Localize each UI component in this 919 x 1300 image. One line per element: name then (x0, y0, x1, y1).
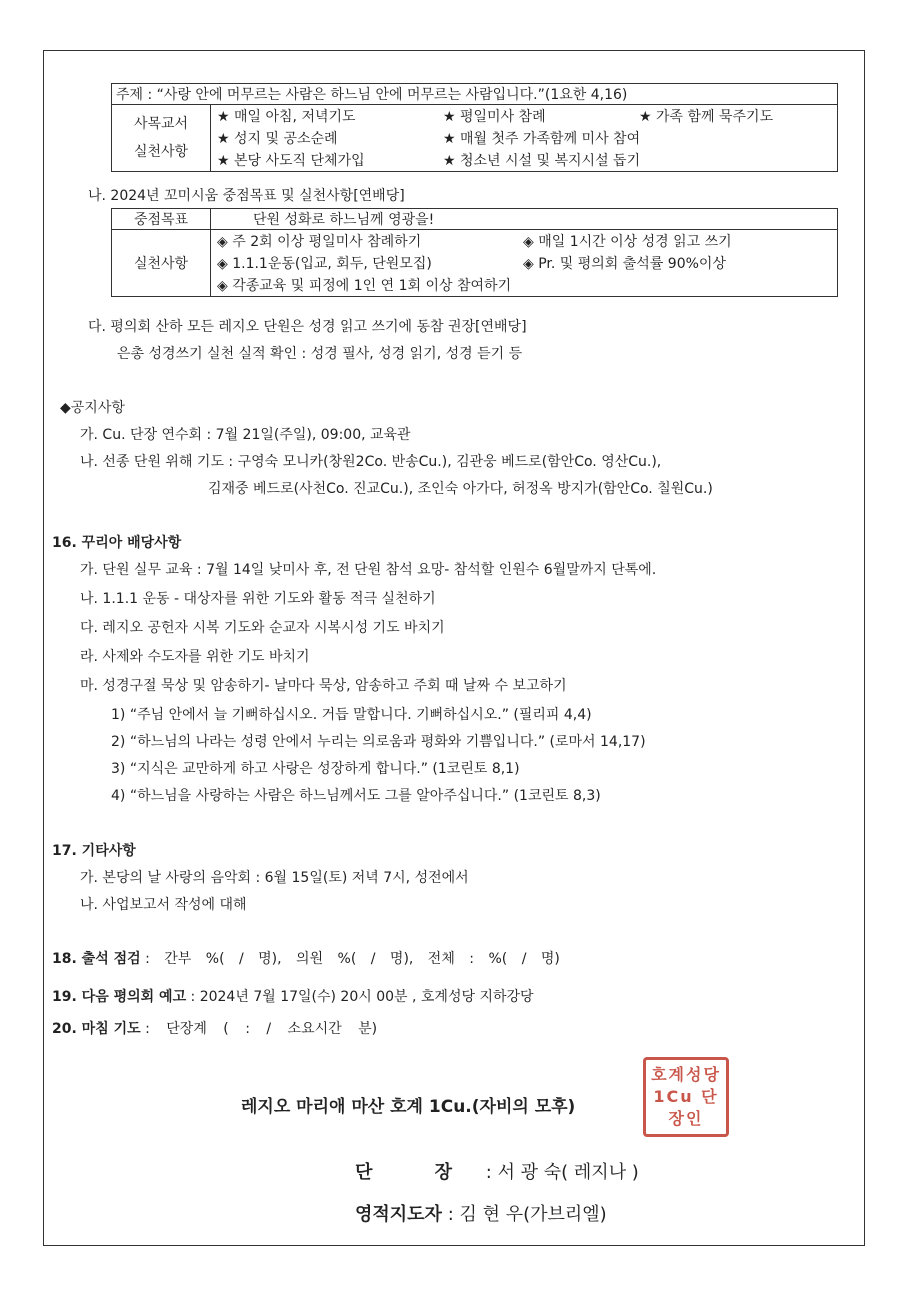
section-da-line1: 다. 평의회 산하 모든 레지오 단원은 성경 읽고 쓰기에 동참 권장[연배당] (88, 319, 527, 335)
practice-label: 실천사항 (112, 230, 211, 297)
theme-title: 주제 : “사랑 안에 머무르는 사람은 하느님 안에 머무르는 사람입니다.”(1요한 4,16) (112, 84, 838, 105)
s17-heading: 17. 기타사항 (52, 843, 136, 859)
s16-verse: 4) “하느님을 사랑하는 사람은 하느님께서도 그를 알아주십니다.” (1코린토 8,3) (111, 788, 601, 804)
footer-org: 레지오 마리애 마산 호계 1Cu.(자비의 모후) (241, 1097, 576, 1117)
section-da-line2: 은총 성경쓰기 실천 실적 확인 : 성경 필사, 성경 읽기, 성경 듣기 등 (117, 346, 523, 362)
notice-ga: 가. Cu. 단장 연수회 : 7월 21일(주일), 09:00, 교육관 (80, 427, 411, 443)
s18-attendance: 18. 출석 점검 : 간부 %( / 명), 의원 %( / 명), 전체 : %( / 명) (52, 951, 560, 967)
goal-table (111, 208, 838, 297)
theme-table (111, 83, 838, 172)
s16-item: 가. 단원 실무 교육 : 7월 14일 낮미사 후, 전 단원 참석 요망- 참석할 인원수 6월말까지 단톡에. (80, 562, 657, 578)
footer-leader: 단 장 : 서 광 숙( 레지나 ) (355, 1162, 639, 1183)
s16-verse: 3) “지식은 교만하게 하고 사랑은 성장하게 합니다.” (1코린토 8,1) (111, 761, 520, 777)
s16-item: 마. 성경구절 묵상 및 암송하기- 날마다 묵상, 암송하고 주회 때 날짜 수 보고하기 (80, 678, 567, 694)
s16-item: 라. 사제와 수도자를 위한 기도 바치기 (80, 649, 310, 665)
s16-verse: 1) “주님 안에서 늘 기뻐하십시오. 거듭 말합니다. 기뻐하십시오.” (필리피 4,4) (111, 707, 592, 723)
theme-label: 사목교서 실천사항 (112, 105, 211, 172)
notice-na-line2: 김재중 베드로(사천Co. 진교Cu.), 조인숙 아가다, 허정옥 방지가(함안Co. 칠원Cu.) (208, 481, 713, 497)
seal-stamp: 호계성당 1Cu 단장인 (643, 1057, 729, 1137)
s19-next-meeting: 19. 다음 평의회 예고 : 2024년 7월 17일(수) 20시 00분 , 호계성당 지하강당 (52, 989, 534, 1005)
practice-items: ◈ 주 2회 이상 평일미사 참례하기 ◈ 매일 1시간 이상 성경 읽고 쓰기 ◈ 1.1.1운동(입교, 회두, 단원모집) ◈ Pr. 및 평의회 출석률 90%이상 ◈ 각종교육 및 피정에 1인 연 1회 이상 참여하기 (211, 230, 838, 297)
notice-heading: ◆공지사항 (60, 400, 125, 416)
s17-na: 나. 사업보고서 작성에 대해 (80, 897, 247, 913)
theme-items: ★ 매일 아침, 저녁기도 ★ 평일미사 참례 ★ 가족 함께 묵주기도 ★ 성지 및 공소순례 ★ 매월 첫주 가족함께 미사 참여 ★ 본당 사도직 단체가입 ★ 청소년 시설 및 복지시설 돕기 (211, 105, 838, 172)
s16-verse: 2) “하느님의 나라는 성령 안에서 누리는 의로움과 평화와 기쁨입니다.” (로마서 14,17) (111, 734, 646, 750)
s16-heading: 16. 꾸리아 배당사항 (52, 535, 182, 551)
section-na-heading: 나. 2024년 꼬미시움 중점목표 및 실천사항[연배당] (88, 188, 405, 204)
goal-value: 단원 성화로 하느님께 영광을! (211, 209, 838, 230)
footer-director: 영적지도자 : 김 현 우(가브리엘) (355, 1204, 607, 1225)
goal-label: 중점목표 (112, 209, 211, 230)
s17-ga: 가. 본당의 날 사랑의 음악회 : 6월 15일(토) 저녁 7시, 성전에서 (80, 870, 469, 886)
s16-item: 나. 1.1.1 운동 - 대상자를 위한 기도와 활동 적극 실천하기 (80, 591, 436, 607)
notice-na-line1: 나. 선종 단원 위해 기도 : 구영숙 모니카(창원2Co. 반송Cu.), 김관웅 베드로(함안Co. 영산Cu.), (80, 454, 662, 470)
s16-item: 다. 레지오 공헌자 시복 기도와 순교자 시복시성 기도 바치기 (80, 620, 445, 636)
s20-closing-prayer: 20. 마침 기도 : 단장계 ( : / 소요시간 분) (52, 1021, 378, 1037)
